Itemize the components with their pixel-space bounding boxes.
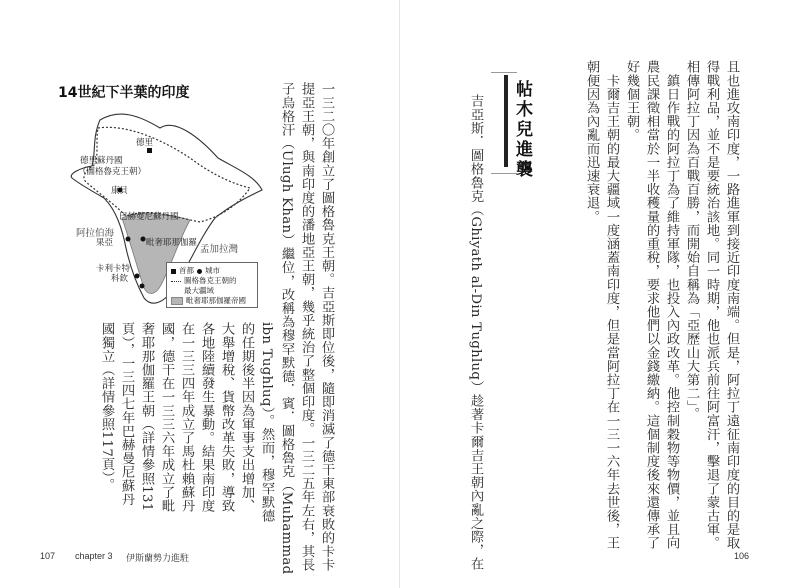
text-column: 鎮日作戰的阿拉丁為了維持軍隊，也投入內政改革。他控制穀物等物價，並且向	[664, 60, 679, 550]
text-column: 得戰利品，並不是要統治該地。同一時期，他也派兵前往阿富汗，擊退了蒙古軍。	[704, 60, 719, 550]
text-column: 農民課徵相當於一半收穫量的重稅，要求他們以金錢繳納。這個制度後來還傳承了	[644, 60, 659, 550]
text-column: 各地陸續發生暴動。結果南印度	[199, 322, 214, 513]
page-number-right: 106	[734, 551, 750, 561]
text-column: 吉亞斯．圖格魯克（Ghiyath al-Din Tughluq）趁著卡爾吉王朝內亂之際，在	[468, 94, 483, 571]
map-legend	[166, 262, 258, 308]
delhi-capital-marker	[147, 148, 152, 153]
text-column: 國，德干在一三三六年成立了毗	[159, 322, 174, 513]
chapter-title: 伊斯蘭勢力進駐	[126, 553, 190, 563]
map-label-calicut: 卡利卡特	[96, 264, 131, 274]
text-column: 頁），一三四七年巴赫曼尼蘇丹	[119, 322, 134, 506]
text-column: 好幾個王朝。	[624, 60, 639, 142]
map-label-arabian-sea: 阿拉伯海	[76, 228, 115, 239]
text-column: 朝便因為內亂而迅速衰退。	[584, 60, 599, 224]
section-title: 帖木兒進襲	[512, 80, 532, 180]
map-title: 14世紀下半葉的印度	[58, 85, 190, 101]
text-column: 奢耶那伽羅王朝（詳情參照131	[139, 322, 154, 512]
legend-row-extent-2: 最大疆域	[184, 286, 214, 295]
map-label-gulbarga: 果亞	[96, 238, 114, 248]
legend-row-capital-city: 首都 城市	[171, 266, 253, 276]
bidar-city-marker	[141, 237, 146, 242]
legend-row-vijayanagara: 毗奢耶那伽羅帝國	[171, 296, 253, 306]
chapter-label: chapter 3	[75, 551, 113, 561]
right-page	[400, 0, 799, 588]
map-label-bahmani: 巴赫曼尼蘇丹國	[119, 212, 179, 222]
text-column: 且也進攻南印度，一路進軍到接近印度南端。但是，阿拉丁遠征南印度的目的是取	[724, 60, 739, 550]
map-label-bidar: 毗奢耶那伽羅	[146, 238, 198, 248]
fill-swatch-icon	[171, 297, 183, 305]
text-column: 在一三三四年成立了馬杜賴蘇丹	[179, 322, 194, 513]
legend-row-extent: 圖格魯克王朝的	[171, 276, 253, 286]
text-column: 一三二〇年創立了圖格魯克王朝。吉亞斯即位後，隨即消滅了德干東部衰敗的卡卡	[319, 82, 334, 572]
calicut-city-marker	[135, 274, 140, 279]
text-column: 相傳阿拉丁因為百戰百勝，而開始自稱為「亞歷山大第二」。	[684, 60, 699, 421]
dotted-border-icon	[171, 281, 181, 282]
capital-icon	[171, 269, 176, 274]
text-column: 卡爾吉王朝的最大疆域一度涵蓋南印度，但是當阿拉丁在一三一六年去世後，王	[604, 60, 619, 550]
map-label-tughluq: （圖格魯克王朝）	[78, 167, 147, 177]
map-label-kambhat: 康貝	[111, 186, 129, 196]
text-column: 國獨立（詳情參照117頁）。	[99, 322, 114, 492]
section-title-bar	[504, 75, 508, 167]
map-label-delhi: 德里	[136, 138, 154, 148]
text-column: 子烏格汗（Ulugh Khan）繼位，改稱為穆罕默德．賓．圖格魯克（Muhammad	[279, 82, 294, 575]
cochin-city-marker	[140, 284, 145, 289]
map-label-delhi-sultanate: 德里蘇丹國	[80, 156, 123, 166]
book-gutter	[399, 0, 400, 588]
text-column: 的任期後半因為軍事支出增加、	[239, 322, 254, 513]
text-column: ibn Tughluq）。然而，穆罕默德	[259, 322, 274, 523]
page-number-left: 107	[40, 551, 56, 561]
text-column: 大舉增稅、貨幣改革失敗，導致	[219, 322, 234, 513]
gulbarga-city-marker	[126, 237, 131, 242]
city-icon	[197, 269, 202, 274]
map-label-bay-of-bengal: 孟加拉灣	[200, 244, 239, 255]
text-column: 提亞王朝，與南印度的潘地亞王朝，幾乎統治了整個印度。一三二五年左右，其長	[299, 82, 314, 572]
map-label-cochin: 科欽	[111, 274, 129, 284]
